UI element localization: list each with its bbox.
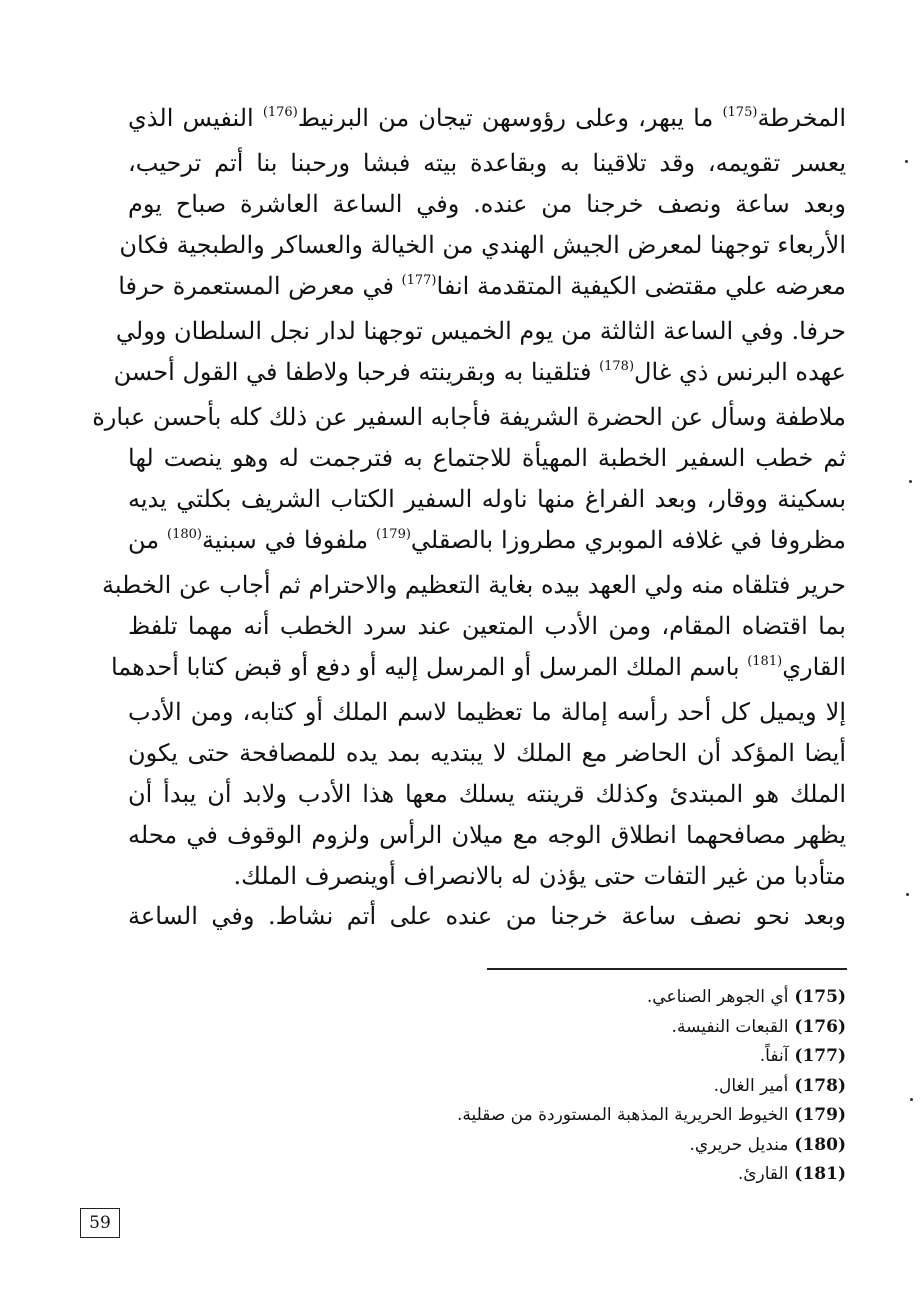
text-segment: القاري <box>782 653 846 681</box>
text-segment: حرفا. وفي الساعة الثالثة من يوم الخميس توجهنا لدار نجل السلطان وولي <box>115 317 846 345</box>
text-line <box>118 266 846 311</box>
footnotes-list <box>300 983 846 1190</box>
footnote-separator <box>487 968 847 970</box>
text-segment: في معرض المستعمرة حرفا <box>118 272 402 300</box>
footnote-reference: (178) <box>599 359 635 374</box>
scan-speck <box>906 893 909 896</box>
text-segment: المخرطة <box>757 104 846 132</box>
footnote-item <box>300 1042 846 1072</box>
text-segment: فتلقينا به وبقرينته فرحبا ولاطفا في القول أحسن <box>113 358 600 386</box>
footnote-number: (179) <box>794 1105 846 1125</box>
main-paragraph <box>92 98 846 897</box>
text-segment: معرضه علي مقتضى الكيفية المتقدمة انفا <box>436 272 846 300</box>
text-segment: ثم خطب السفير الخطبة المهيأة للاجتماع به فترجمت له وهو ينصت لها <box>128 444 846 472</box>
scan-speck <box>905 160 908 163</box>
text-segment: ملاطفة وسأل عن الحضرة الشريفة فأجابه السفير عن ذلك كله بأحسن عبارة <box>92 403 846 431</box>
text-line <box>128 692 846 733</box>
text-line <box>128 774 846 815</box>
footnote-item <box>300 1013 846 1043</box>
text-segment: ما يبهر، وعلى رؤوسهن تيجان من البرنيط <box>297 104 723 132</box>
footnote-reference: (175) <box>722 105 758 120</box>
text-line <box>128 856 846 897</box>
footnote-reference: (181) <box>747 654 783 669</box>
text-segment: الأربعاء توجهنا لمعرض الجيش الهندي من الخيالة والعساكر والطبجية فكان <box>119 231 846 259</box>
text-line <box>110 647 846 692</box>
text-line <box>119 225 846 266</box>
footnote-number: (180) <box>794 1134 846 1155</box>
text-line <box>113 352 846 397</box>
footnote-reference: (177) <box>401 273 437 288</box>
text-segment: إلا ويميل كل أحد رأسه إمالة ما تعظيما لاسم الملك أو كتابه، ومن الأدب <box>128 698 846 726</box>
footnote-text: القبعات النفيسة. <box>671 1016 789 1037</box>
text-line <box>128 733 846 774</box>
footnote-number: (176) <box>794 1016 846 1037</box>
text-segment: ملفوفا في سبنية <box>201 526 376 554</box>
footnote-reference: (179) <box>375 527 411 542</box>
footnote-number: (178) <box>794 1075 846 1096</box>
second-paragraph: وبعد نحو نصف ساعة خرجنا من عنده على أتم نشاط. وفي الساعة <box>128 902 846 930</box>
footnote-item <box>300 1072 846 1102</box>
text-line <box>128 479 846 520</box>
footnote-text: الخيوط الحريرية المذهبة المستوردة من صقلية. <box>456 1105 789 1125</box>
text-segment: باسم الملك المرسل أو المرسل إليه أو دفع أو قبض كتابا أحدهما <box>110 653 748 681</box>
footnote-number: (181) <box>794 1164 846 1184</box>
text-segment: النفيس الذي <box>128 104 263 132</box>
text-line <box>115 311 846 352</box>
text-line <box>128 520 846 565</box>
footnote-item <box>300 1160 846 1190</box>
footnote-text: منديل حريري. <box>689 1134 789 1155</box>
text-line <box>128 98 846 143</box>
footnote-text: القارئ. <box>737 1164 789 1184</box>
footnote-text: أي الجوهر الصناعي. <box>646 987 789 1007</box>
footnote-reference: (180) <box>167 527 202 542</box>
text-line <box>102 565 846 606</box>
text-segment: متأدبا من غير التفات حتى يؤذن له بالانصراف أوينصرف الملك. <box>233 862 846 890</box>
text-line <box>128 815 846 856</box>
text-segment: بسكينة ووقار، وبعد الفراغ منها ناوله السفير الكتاب الشريف بكلتي يديه <box>128 485 846 513</box>
footnote-item <box>300 1131 846 1161</box>
text-segment: يظهر مصافحهما انطلاق الوجه مع ميلان الرأس ولزوم الوقوف في محله <box>128 821 846 849</box>
text-segment: من <box>128 526 168 554</box>
footnote-text: أمير الغال. <box>713 1075 789 1096</box>
scan-speck <box>910 1098 913 1101</box>
text-line <box>128 143 846 184</box>
text-line <box>128 184 846 225</box>
footnote-reference: (176) <box>262 105 298 120</box>
text-line <box>92 397 846 438</box>
text-segment: مظروفا في غلافه الموبري مطروزا بالصقلي <box>410 526 846 554</box>
text-line <box>128 606 846 647</box>
footnote-text: آنفاً. <box>759 1046 789 1066</box>
footnote-number: (175) <box>794 987 846 1007</box>
text-segment: يعسر تقويمه، وقد تلاقينا به وبقاعدة بيته فبشا ورحبنا بنا أتم ترحيب، <box>128 149 846 177</box>
text-segment: عهده البرنس ذي غال <box>634 358 846 386</box>
scan-speck <box>909 480 912 483</box>
text-segment: وبعد ساعة ونصف خرجنا من عنده. وفي الساعة العاشرة صباح يوم <box>128 190 846 218</box>
footnote-item <box>300 983 846 1013</box>
page-number: 59 <box>80 1208 120 1238</box>
footnote-item <box>300 1101 846 1131</box>
text-segment: بما اقتضاه المقام، ومن الأدب المتعين عند سرد الخطب أنه مهما تلفظ <box>128 612 846 640</box>
text-segment: الملك هو المبتدئ وكذلك قرينته يسلك معها هذا الأدب ولابد أن يبدأ أن <box>128 780 846 808</box>
footnote-number: (177) <box>794 1046 846 1066</box>
text-segment: أيضا المؤكد أن الحاضر مع الملك لا يبتديه بمد يده للمصافحة حتى يكون <box>128 739 846 767</box>
text-line <box>128 438 846 479</box>
text-segment: حرير فتلقاه منه ولي العهد بيده بغاية التعظيم والاحترام ثم أجاب عن الخطبة <box>102 571 846 599</box>
